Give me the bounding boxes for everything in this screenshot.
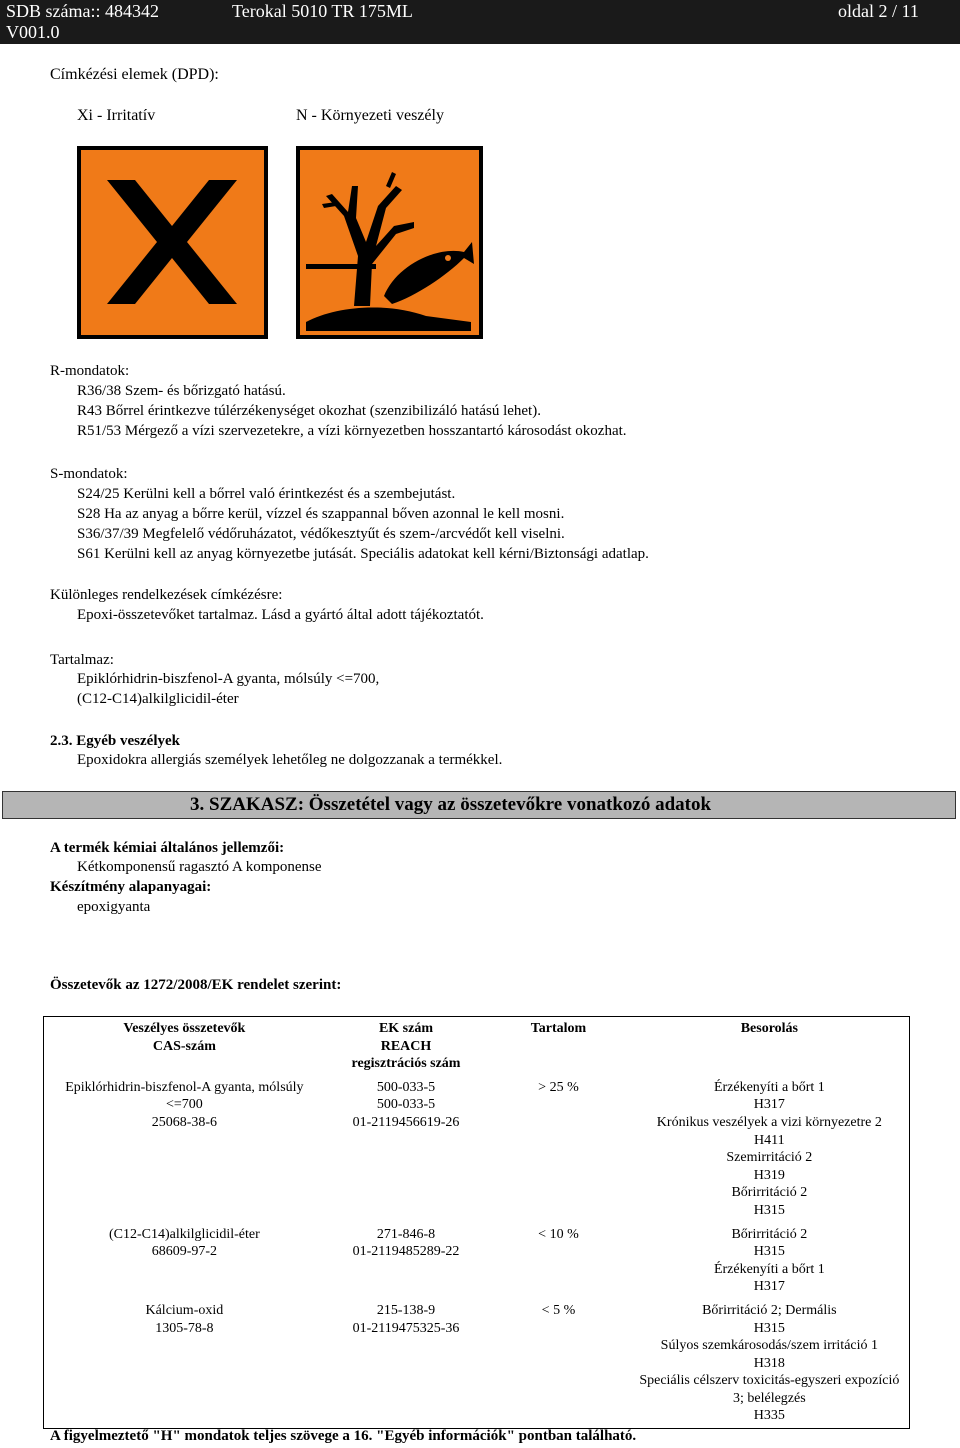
component-cell: Kálcium-oxid 1305-78-8 bbox=[145, 1302, 224, 1336]
table-row bbox=[44, 1299, 910, 1429]
h-phrases-footnote: A figyelmeztető "H" mondatok teljes szövege a 16. "Egyéb információk" pontban található. bbox=[50, 1428, 637, 1444]
section-3-title: 3. SZAKASZ: Összetétel vagy az összetevőkre vonatkozó adatok bbox=[190, 794, 712, 815]
ec-cell: 271-846-8 01-2119485289-22 bbox=[352, 1226, 460, 1260]
s-phrase-item: S28 Ha az anyag a bőrre kerül, vízzel és szappannal bőven azonnal le kell mosni. bbox=[77, 506, 565, 522]
version: V001.0 bbox=[6, 22, 60, 42]
general-characteristics-heading: A termék kémiai általános jellemzői: bbox=[50, 840, 285, 856]
content-cell: < 5 % bbox=[541, 1302, 576, 1318]
header-component: Veszélyes összetevők CAS-szám bbox=[123, 1021, 246, 1054]
symbol-xi-label: Xi - Irritatív bbox=[77, 107, 156, 124]
sdb-number: SDB száma:: 484342 bbox=[6, 1, 159, 21]
general-characteristics-text: Kétkomponensű ragasztó A komponense bbox=[77, 859, 322, 875]
component-cell: (C12-C14)alkilglicidil-éter 68609-97-2 bbox=[108, 1226, 260, 1260]
table-row bbox=[44, 1223, 910, 1299]
symbol-n-label: N - Környezeti veszély bbox=[296, 107, 444, 124]
table-header-row bbox=[44, 1017, 910, 1076]
contains-heading: Tartalmaz: bbox=[50, 652, 114, 668]
classification-cell: Bőrirritáció 2; Dermális H315 Súlyos szemkárosodás/szem irritáció 1 H318 Speciális célszerv toxicitás-egyszeri expozíció 3; belélegzés H335 bbox=[639, 1302, 900, 1424]
content-cell: > 25 % bbox=[538, 1079, 579, 1095]
r-phrase-item: R51/53 Mérgező a vízi szervezetekre, a vízi környezetben hosszantartó károsodást okozhat. bbox=[77, 423, 627, 439]
irritant-x-pictogram-icon bbox=[77, 146, 268, 339]
product-name: Terokal 5010 TR 175ML bbox=[232, 1, 413, 21]
classification-cell: Érzékenyíti a bőrt 1 H317 Krónikus veszélyek a vizi környezetre 2 H411 Szemirritáció 2 H319 Bőrirritáció 2 H315 bbox=[656, 1079, 882, 1218]
header-ec-number: EK szám REACH regisztrációs szám bbox=[351, 1021, 461, 1072]
s-phrase-item: S36/37/39 Megfelelő védőruházatot, védőkesztyűt és szem-/arcvédőt kell viselni. bbox=[77, 526, 565, 542]
header-classification: Besorolás bbox=[740, 1021, 798, 1036]
labeling-heading: Címkézési elemek (DPD): bbox=[50, 66, 219, 83]
s-phrase-item: S61 Kerülni kell az anyag környezetbe jutását. Speciális adatokat kell kérni/Biztonsági adatlap. bbox=[77, 546, 649, 562]
r-phrase-item: R43 Bőrrel érintkezve túlérzékenységet okozhat (szenzibilizáló hatású lehet). bbox=[77, 403, 541, 419]
table-row bbox=[44, 1076, 910, 1223]
r-phrase-item: R36/38 Szem- és bőrizgató hatású. bbox=[77, 383, 286, 399]
other-hazards-heading: 2.3. Egyéb veszélyek bbox=[50, 733, 180, 749]
component-cell: Epiklórhidrin-biszfenol-A gyanta, mólsúly <=700 25068-38-6 bbox=[65, 1079, 304, 1130]
special-provisions-heading: Különleges rendelkezések címkézésre: bbox=[50, 587, 283, 603]
classification-cell: Bőrirritáció 2 H315 Érzékenyíti a bőrt 1 H317 bbox=[713, 1226, 825, 1295]
s-phrases-heading: S-mondatok: bbox=[50, 466, 128, 482]
base-materials-heading: Készítmény alapanyagai: bbox=[50, 879, 212, 895]
components-heading: Összetevők az 1272/2008/EK rendelet szerint: bbox=[50, 977, 342, 993]
special-provisions-text: Epoxi-összetevőket tartalmaz. Lásd a gyártó által adott tájékoztatót. bbox=[77, 607, 484, 623]
page-indicator: oldal 2 / 11 bbox=[838, 1, 919, 21]
components-table bbox=[43, 1016, 910, 1429]
base-materials-text: epoxigyanta bbox=[77, 899, 151, 915]
contains-line: (C12-C14)alkilglicidil-éter bbox=[77, 691, 239, 707]
ec-cell: 215-138-9 01-2119475325-36 bbox=[352, 1302, 460, 1336]
content-cell: < 10 % bbox=[538, 1226, 579, 1242]
header-content: Tartalom bbox=[530, 1021, 587, 1036]
r-phrases-heading: R-mondatok: bbox=[50, 363, 130, 379]
other-hazards-text: Epoxidokra allergiás személyek lehetőleg ne dolgozzanak a termékkel. bbox=[77, 752, 503, 768]
contains-line: Epiklórhidrin-biszfenol-A gyanta, mólsúly <=700, bbox=[77, 671, 380, 687]
environment-hazard-pictogram-icon bbox=[296, 146, 483, 339]
ec-cell: 500-033-5 500-033-5 01-2119456619-26 bbox=[352, 1079, 460, 1130]
document-header bbox=[0, 0, 960, 44]
s-phrase-item: S24/25 Kerülni kell a bőrrel való érintkezést és a szembejutást. bbox=[77, 486, 456, 502]
